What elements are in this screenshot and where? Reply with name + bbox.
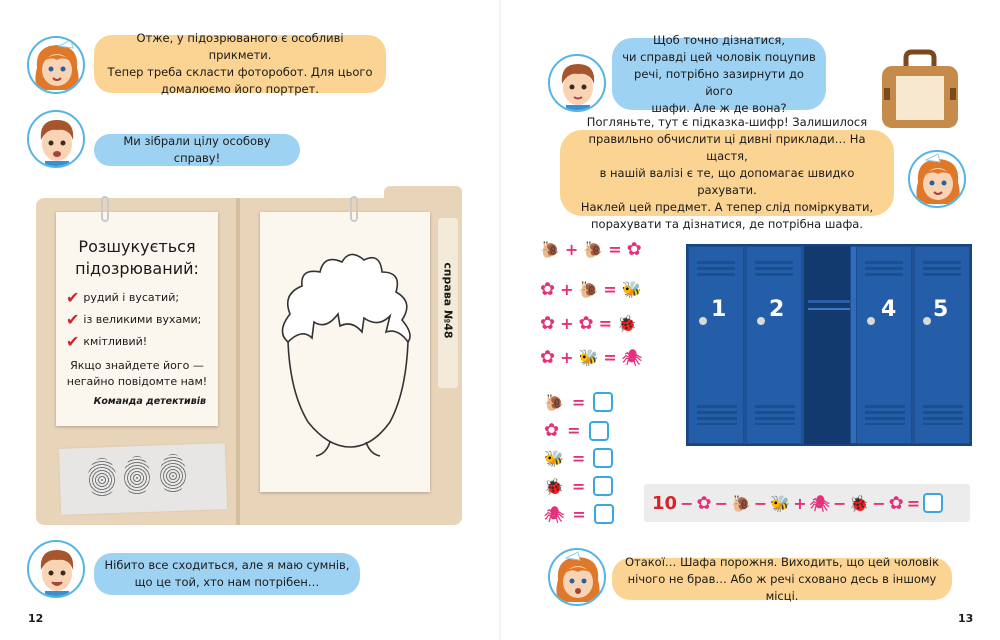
bubble-line: Погляньте, тут є підказка-шифр! Залишилося <box>586 114 868 129</box>
girl-avatar <box>548 548 606 606</box>
locker-vent <box>697 273 735 276</box>
bee-icon: 🐝 <box>770 493 791 513</box>
girl-avatar <box>908 150 966 208</box>
flower-icon: ✿ <box>696 492 712 514</box>
minus-sign: − <box>714 493 728 513</box>
plus-sign: + <box>793 493 807 513</box>
answer-input-ladybug[interactable] <box>593 476 613 496</box>
locker-vent <box>755 261 793 264</box>
answer-list <box>544 392 624 528</box>
locker-lock-icon <box>867 317 875 325</box>
plus-sign: + <box>560 313 574 333</box>
bubble-line: Наклей цей предмет. А тепер слід поміркувати, <box>580 199 874 214</box>
locker-vent <box>755 267 793 270</box>
equation-row <box>540 310 637 336</box>
paperclip-icon <box>350 196 358 222</box>
locker-number: 1 <box>711 297 727 322</box>
girl-avatar <box>27 36 85 94</box>
locker-vent <box>755 273 793 276</box>
criteria-list <box>66 286 216 352</box>
equals-sign: = <box>567 421 581 440</box>
plus-sign: + <box>560 279 574 299</box>
wanted-notice <box>56 212 218 426</box>
bee-icon: 🐝 <box>578 347 599 367</box>
boy-face-icon <box>29 542 85 598</box>
locker-vent <box>865 273 903 276</box>
boy-speech-bubble-2 <box>94 553 360 595</box>
locker-number: 2 <box>769 297 785 322</box>
equals-sign: = <box>571 476 586 496</box>
boy-face-icon <box>29 112 85 168</box>
locker-vent <box>923 273 961 276</box>
final-start-number: 10 <box>652 492 678 514</box>
snail-icon: 🐌 <box>578 279 599 299</box>
notice-title-line: підозрюваний: <box>75 259 199 278</box>
final-equation-strip <box>644 484 970 522</box>
bubble-line: речі, потрібно зазирнути до його <box>634 66 804 98</box>
bee-icon: 🐝 <box>544 448 564 468</box>
bubble-line: нічого не брав… Або ж речі сховано десь в іншому місці. <box>627 571 937 603</box>
locker-vent <box>697 261 735 264</box>
equals-sign: = <box>603 279 617 299</box>
boy-avatar <box>548 54 606 112</box>
folder-crease <box>236 198 240 525</box>
flower-icon: ✿ <box>540 312 556 334</box>
girl-face-icon <box>910 152 966 208</box>
snail-icon: 🐌 <box>730 493 751 513</box>
girl-speech-bubble-2 <box>560 114 894 231</box>
notice-title <box>56 236 218 280</box>
case-label <box>438 230 458 370</box>
flower-icon: ✿ <box>578 312 594 334</box>
locker-vent <box>923 261 961 264</box>
boy-speech-bubble-3 <box>612 32 826 115</box>
locker-number: 4 <box>881 297 897 322</box>
girl-speech-bubble-3 <box>612 554 952 603</box>
criteria-item <box>66 286 216 308</box>
criteria-item <box>66 308 216 330</box>
snail-icon: 🐌 <box>544 392 564 412</box>
answer-row <box>544 448 613 468</box>
bubble-line: в нашій валізі є те, що допомагає швидко рахувати. <box>599 165 855 197</box>
bubble-line: Щоб точно дізнатися, <box>653 32 785 47</box>
locker-vent <box>865 261 903 264</box>
bubble-line: правильно обчислити ці дивні приклади… На щастя, <box>588 131 866 163</box>
answer-input-spider[interactable] <box>594 504 614 524</box>
boy-face-icon <box>550 56 606 112</box>
boy-speech-bubble-1 <box>94 134 300 166</box>
equals-sign: = <box>906 493 921 513</box>
answer-row <box>544 476 613 496</box>
locker-vents-bottom <box>697 405 737 425</box>
fingerprint-icon <box>124 456 150 496</box>
portrait-outline-icon <box>268 242 428 462</box>
spider-icon: 🕷 <box>544 504 565 524</box>
bubble-line: що це той, хто нам потрібен… <box>134 575 320 589</box>
answer-row <box>544 392 613 412</box>
boy-avatar <box>27 540 85 598</box>
answer-input-flower[interactable] <box>589 421 609 441</box>
notice-title-line: Розшукується <box>78 237 196 256</box>
locker-shelf <box>808 300 856 303</box>
criteria-text: кмітливий! <box>83 334 148 348</box>
paperclip-icon <box>101 196 109 222</box>
locker-vent <box>923 267 961 270</box>
bee-icon: 🐝 <box>621 279 642 299</box>
snail-icon: 🐌 <box>540 239 560 259</box>
locker-bank <box>686 244 972 446</box>
spider-icon: 🕷 <box>621 347 643 367</box>
bubble-line: порахувати та дізнатися, де потрібна шафа. <box>591 216 863 231</box>
locker-4[interactable] <box>856 246 912 444</box>
bubble-line: домалюємо його портрет. <box>161 82 319 96</box>
equals-sign: = <box>572 504 586 524</box>
criteria-text: рудий і вусатий; <box>83 290 180 304</box>
locker-2[interactable] <box>746 246 802 444</box>
case-label-text: справа №48 <box>441 261 455 339</box>
minus-sign: − <box>872 493 886 513</box>
locker-number: 5 <box>933 297 949 322</box>
bubble-line: Тепер треба скласти фоторобот. Для цього <box>107 65 373 79</box>
book-spine <box>499 0 501 640</box>
message-line: негайно повідомте нам! <box>66 375 208 388</box>
final-answer-input[interactable] <box>923 493 943 513</box>
cipher-equations <box>540 236 670 376</box>
page-number-left: 12 <box>28 612 44 625</box>
message-line: Якщо знайдете його — <box>70 359 204 372</box>
flower-icon: ✿ <box>540 346 556 368</box>
locker-vents-bottom <box>923 405 963 425</box>
locker-vents-bottom <box>865 405 905 425</box>
girl-speech-bubble-1 <box>94 31 386 96</box>
minus-sign: − <box>680 493 694 513</box>
equation-row <box>540 344 642 370</box>
locker-5[interactable] <box>914 246 970 444</box>
locker-vents-bottom <box>755 405 795 425</box>
bubble-line: чи справді цей чоловік поцупив <box>622 49 816 64</box>
page-number-right: 13 <box>958 612 974 625</box>
answer-row <box>544 504 614 524</box>
flower-icon: ✿ <box>540 278 556 300</box>
equals-sign: = <box>571 448 586 468</box>
fingerprint-icon <box>160 454 186 494</box>
answer-input-snail[interactable] <box>593 392 613 412</box>
equals-sign: = <box>608 239 622 259</box>
snail-icon: 🐌 <box>583 239 604 259</box>
flower-icon: ✿ <box>544 420 560 441</box>
boy-avatar <box>27 110 85 168</box>
checkmark-icon: ✔ <box>66 287 80 307</box>
plus-sign: + <box>560 347 574 367</box>
bubble-line: Ми зібрали цілу особову справу! <box>123 134 271 165</box>
ladybug-icon: 🐞 <box>544 476 564 496</box>
notice-signature: Команда детективів <box>93 396 206 407</box>
bubble-line: Нібито все сходиться, але я маю сумнів, <box>104 558 350 572</box>
equation-row <box>540 236 642 262</box>
suitcase-icon <box>878 48 962 132</box>
locker-lock-icon <box>923 317 931 325</box>
minus-sign: − <box>753 493 768 513</box>
locker-rod <box>808 308 856 310</box>
checkmark-icon: ✔ <box>66 309 80 329</box>
notice-message <box>56 358 218 390</box>
equation-row <box>540 276 642 302</box>
girl-face-icon <box>29 38 85 94</box>
criteria-item <box>66 330 216 352</box>
bubble-line: Отже, у підозрюваного є особливі прикмети. <box>136 31 344 62</box>
ladybug-icon: 🐞 <box>617 313 637 333</box>
fingerprint-icon <box>88 458 116 498</box>
checkmark-icon: ✔ <box>66 331 80 351</box>
spider-icon: 🕷 <box>809 493 830 513</box>
flower-icon: ✿ <box>626 238 642 260</box>
answer-input-bee[interactable] <box>593 448 613 468</box>
bubble-line: шафи. Але ж де вона? <box>651 100 787 115</box>
locker-lock-icon <box>757 317 765 325</box>
locker-vent <box>865 267 903 270</box>
bubble-line: Отакої… Шафа порожня. Виходить, що цей чоловік <box>624 554 940 569</box>
ladybug-icon: 🐞 <box>849 493 870 513</box>
equals-sign: = <box>603 347 617 367</box>
equals-sign: = <box>598 313 612 333</box>
plus-sign: + <box>564 239 579 259</box>
girl-face-icon <box>550 550 606 606</box>
locker-1[interactable] <box>688 246 744 444</box>
locker-lock-icon <box>699 317 707 325</box>
locker-vent <box>697 267 735 270</box>
answer-row <box>544 420 609 441</box>
equals-sign: = <box>571 392 586 412</box>
minus-sign: − <box>832 493 847 513</box>
criteria-text: із великими вухами; <box>83 312 202 326</box>
flower-icon: ✿ <box>888 492 904 514</box>
